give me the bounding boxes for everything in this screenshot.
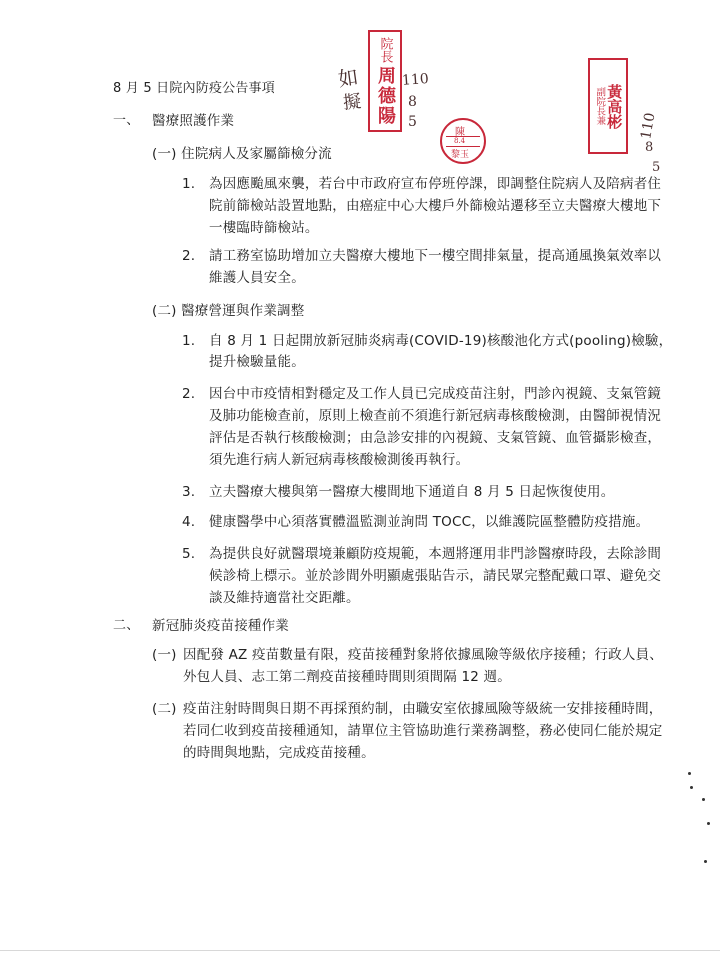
subsection-1-heading: (一) 住院病人及家屬篩檢分流 (152, 146, 332, 162)
s1-sub1-item-1-line-2: 院前篩檢站設置地點，由癌症中心大樓戶外篩檢站遷移至立夫醫療大樓地下 (209, 198, 662, 214)
page-edge-divider (0, 950, 720, 951)
s1-sub1-item-2-line-1: 請工務室協助增加立夫醫療大樓地下一樓空間排氣量，提高通風換氣效率以 (209, 248, 662, 264)
scan-speck (704, 860, 707, 863)
vice-president-seal-title: 副院長兼 (594, 87, 606, 125)
handwritten-date-year: 110 (401, 71, 430, 89)
round-seal-top: 陳 (455, 127, 465, 138)
handwritten-date-right-month: 8 (645, 140, 654, 155)
s2-item-2-line-1: 疫苗注射時間與日期不再採預約制，由職安室依據風險等級統一安排接種時間， (183, 701, 663, 717)
scan-speck (690, 786, 693, 789)
scan-speck (702, 798, 705, 801)
s1-sub2-item-3-line-1: 立夫醫療大樓與第一醫療大樓間地下通道自 8 月 5 日起恢復使用。 (209, 484, 615, 500)
round-approval-seal (440, 118, 486, 164)
section-1-heading: 醫療照護作業 (152, 113, 235, 129)
s2-item-1-line-2: 外包人員、志工第二劑疫苗接種時間則須間隔 12 週。 (183, 669, 511, 685)
page-title: 8 月 5 日院內防疫公告事項 (113, 81, 275, 96)
s1-sub1-item-2-line-2: 維護人員安全。 (209, 270, 305, 286)
s1-sub1-item-1-line-1: 為因應颱風來襲，若台中市政府宣布停班停課，即調整住院病人及陪病者住 (209, 176, 662, 192)
handwritten-approval-ru: 如 (336, 64, 360, 92)
s1-sub2-item-4-line-1: 健康醫學中心須落實體溫監測並詢問 TOCC，以維護院區整體防疫措施。 (209, 514, 650, 530)
s1-sub2-item-5-number: 5. (182, 546, 196, 562)
s1-sub2-item-2-line-2: 及肺功能檢查前，原則上檢查前不須進行新冠病毒核酸檢測，由醫師視情況 (209, 408, 662, 424)
s1-sub2-item-5-line-1: 為提供良好就醫環境兼顧防疫規範，本週將運用非門診醫療時段，去除診間 (209, 546, 662, 562)
s2-item-1-number: (一) (152, 647, 177, 663)
handwritten-date-day: 5 (408, 114, 417, 130)
s2-item-1-line-1: 因配發 AZ 疫苗數量有限，疫苗接種對象將依據風險等級依序接種；行政人員、 (183, 647, 663, 663)
president-seal-title: 院長 (377, 36, 393, 63)
s1-sub2-item-5-line-2: 候診椅上標示。並於診間外明顯處張貼告示，請民眾完整配戴口罩、避免交 (209, 568, 662, 584)
s1-sub2-item-5-line-3: 談及維持適當社交距離。 (209, 590, 360, 606)
s2-item-2-number: (二) (152, 701, 177, 717)
section-2-number: 二、 (113, 618, 140, 633)
s1-sub1-item-1-line-3: 一樓臨時篩檢站。 (209, 220, 319, 236)
president-seal (368, 30, 402, 132)
subsection-2-heading: (二) 醫療營運與作業調整 (152, 303, 305, 319)
s1-sub2-item-2-line-3: 評估是否執行核酸檢測；由急診安排的內視鏡、支氣管鏡、血管攝影檢查， (209, 430, 662, 446)
s1-sub2-item-4-number: 4. (182, 514, 196, 530)
round-seal-mid: 8.4 (454, 137, 466, 145)
section-2-heading: 新冠肺炎疫苗接種作業 (152, 618, 289, 634)
handwritten-approval-ni: 擬 (342, 91, 363, 114)
s1-sub2-item-2-number: 2. (182, 386, 196, 402)
s2-item-2-line-2: 若同仁收到疫苗接種通知，請單位主管協助進行業務調整，務必使同仁能於規定 (183, 723, 663, 739)
section-1-number: 一、 (113, 113, 140, 128)
s1-sub1-item-2-number: 2. (182, 248, 196, 264)
round-seal-bottom: 黎玉 (451, 150, 470, 160)
s1-sub2-item-1-line-2: 提升檢驗量能。 (209, 354, 305, 370)
handwritten-date-right-year: 110 (638, 111, 659, 141)
handwritten-date-right-day: 5 (652, 160, 661, 175)
s1-sub2-item-2-line-4: 須先進行病人新冠病毒核酸檢測後再執行。 (209, 452, 470, 468)
scan-speck (707, 822, 710, 825)
s1-sub2-item-1-line-1: 自 8 月 1 日起開放新冠肺炎病毒(COVID-19)核酸池化方式(pooling)檢驗， (209, 333, 673, 349)
s1-sub2-item-2-line-1: 因台中市疫情相對穩定及工作人員已完成疫苗注射，門診內視鏡、支氣管鏡 (209, 386, 662, 402)
handwritten-date-month: 8 (408, 94, 417, 110)
s1-sub2-item-3-number: 3. (182, 484, 196, 500)
s1-sub1-item-1-number: 1. (182, 176, 196, 192)
president-seal-name: 周德陽 (375, 65, 396, 126)
scan-speck (688, 772, 691, 775)
s2-item-2-line-3: 的時間與地點，完成疫苗接種。 (183, 745, 375, 761)
vice-president-seal-name: 黃高彬 (605, 83, 624, 129)
s1-sub2-item-1-number: 1. (182, 333, 196, 349)
vice-president-seal (588, 58, 628, 154)
